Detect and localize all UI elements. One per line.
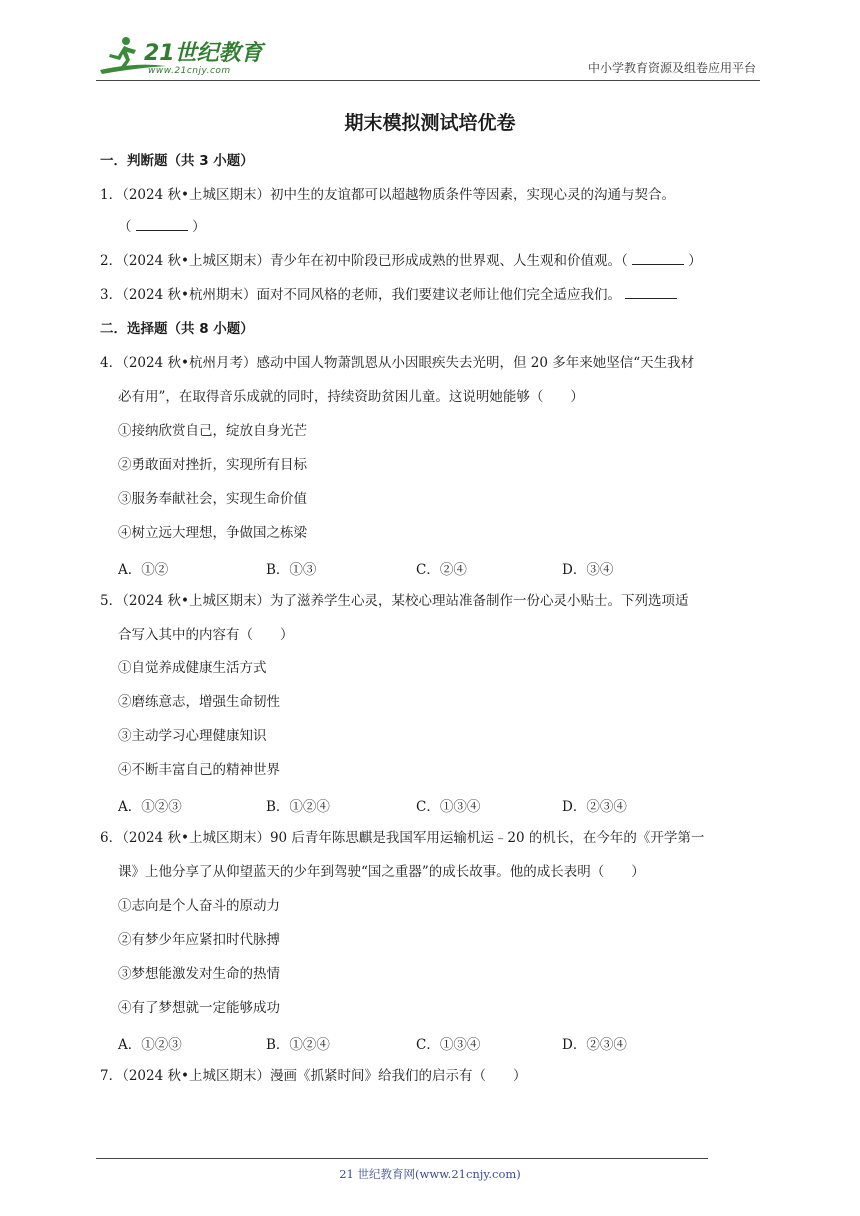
option-d[interactable]: D．②③④ xyxy=(562,799,627,815)
svg-text:21世纪教育: 21世纪教育 xyxy=(144,41,263,66)
option-c[interactable]: C．①③④ xyxy=(416,799,481,815)
site-logo[interactable] xyxy=(96,32,266,78)
option-c[interactable]: C．①③④ xyxy=(416,1037,481,1053)
question-1-answer: （ ） xyxy=(118,219,206,235)
question-5-item: ③主动学习心理健康知识 xyxy=(118,728,267,744)
option-b[interactable]: B．①②④ xyxy=(266,1037,330,1053)
option-d[interactable]: D．②③④ xyxy=(562,1037,627,1053)
option-b[interactable]: B．①③ xyxy=(266,562,317,578)
page-header xyxy=(96,32,760,81)
question-4-item: ③服务奉献社会，实现生命价值 xyxy=(118,491,307,507)
question-5-item: ①自觉养成健康生活方式 xyxy=(118,660,267,676)
svg-text:www.21cnjy.com: www.21cnjy.com xyxy=(148,66,231,76)
answer-blank[interactable] xyxy=(632,252,684,265)
question-5-item: ④不断丰富自己的精神世界 xyxy=(118,762,280,778)
question-4-text-cont: 必有用”，在取得音乐成就的同时，持续资助贫困儿童。这说明她能够（ ） xyxy=(118,389,584,405)
page-footer[interactable]: 21 世纪教育网(www.21cnjy.com) xyxy=(339,1167,521,1181)
question-6-item: ③梦想能激发对生命的热情 xyxy=(118,966,280,982)
option-a[interactable]: A．①②③ xyxy=(118,799,182,815)
question-4-item: ②勇敢面对挫折，实现所有目标 xyxy=(118,457,307,473)
option-b[interactable]: B．①②④ xyxy=(266,799,330,815)
option-d[interactable]: D．③④ xyxy=(562,562,614,578)
question-5-item: ②磨练意志，增强生命韧性 xyxy=(118,694,280,710)
answer-blank[interactable] xyxy=(625,286,677,299)
question-6-item: ①志向是个人奋斗的原动力 xyxy=(118,898,280,914)
question-2: 2．（2024 秋•上城区期末）青少年在初中阶段已形成成熟的世界观、人生观和价值观。（ ） xyxy=(100,253,702,269)
platform-name: 中小学教育资源及组卷应用平台 xyxy=(587,61,756,75)
footer-divider xyxy=(96,1158,708,1159)
question-3: 3．（2024 秋•杭州期末）面对不同风格的老师，我们要建议老师让他们完全适应我们。 xyxy=(100,286,677,304)
page-title: 期末模拟测试培优卷 xyxy=(344,112,516,134)
runner-logo-icon xyxy=(96,32,266,78)
question-4-text: 4．（2024 秋•杭州月考）感动中国人物萧凯恩从小因眼疾失去光明，但 20 多年来她坚信“天生我材 xyxy=(100,355,695,371)
question-1-text: 1．（2024 秋•上城区期末）初中生的友谊都可以超越物质条件等因素，实现心灵的沟通与契合。 xyxy=(100,187,675,203)
question-6-item: ②有梦少年应紧扣时代脉搏 xyxy=(118,932,280,948)
option-a[interactable]: A．①② xyxy=(118,562,169,578)
question-7-text: 7．（2024 秋•上城区期末）漫画《抓紧时间》给我们的启示有（ ） xyxy=(100,1068,527,1084)
question-4-item: ①接纳欣赏自己，绽放自身光芒 xyxy=(118,423,307,439)
question-4-item: ④树立远大理想，争做国之栋梁 xyxy=(118,525,307,541)
option-a[interactable]: A．①②③ xyxy=(118,1037,182,1053)
question-5-text: 5．（2024 秋•上城区期末）为了滋养学生心灵，某校心理站准备制作一份心灵小贴士。下列选项适 xyxy=(100,593,689,609)
question-5-text-cont: 合写入其中的内容有（ ） xyxy=(118,627,294,643)
question-6-item: ④有了梦想就一定能够成功 xyxy=(118,1000,280,1016)
section-heading-choice: 二．选择题（共 8 小题） xyxy=(100,321,254,337)
question-6-text: 6．（2024 秋•上城区期末）90 后青年陈思麒是我国军用运输机运﹣20 的机长，在今年的《开学第一 xyxy=(100,830,705,846)
question-6-text-cont: 课》上他分享了从仰望蓝天的少年到驾驶“国之重器”的成长故事。他的成长表明（ ） xyxy=(118,864,645,880)
option-c[interactable]: C．②④ xyxy=(416,562,467,578)
section-heading-judgement: 一．判断题（共 3 小题） xyxy=(100,153,254,169)
answer-blank[interactable] xyxy=(136,218,188,231)
